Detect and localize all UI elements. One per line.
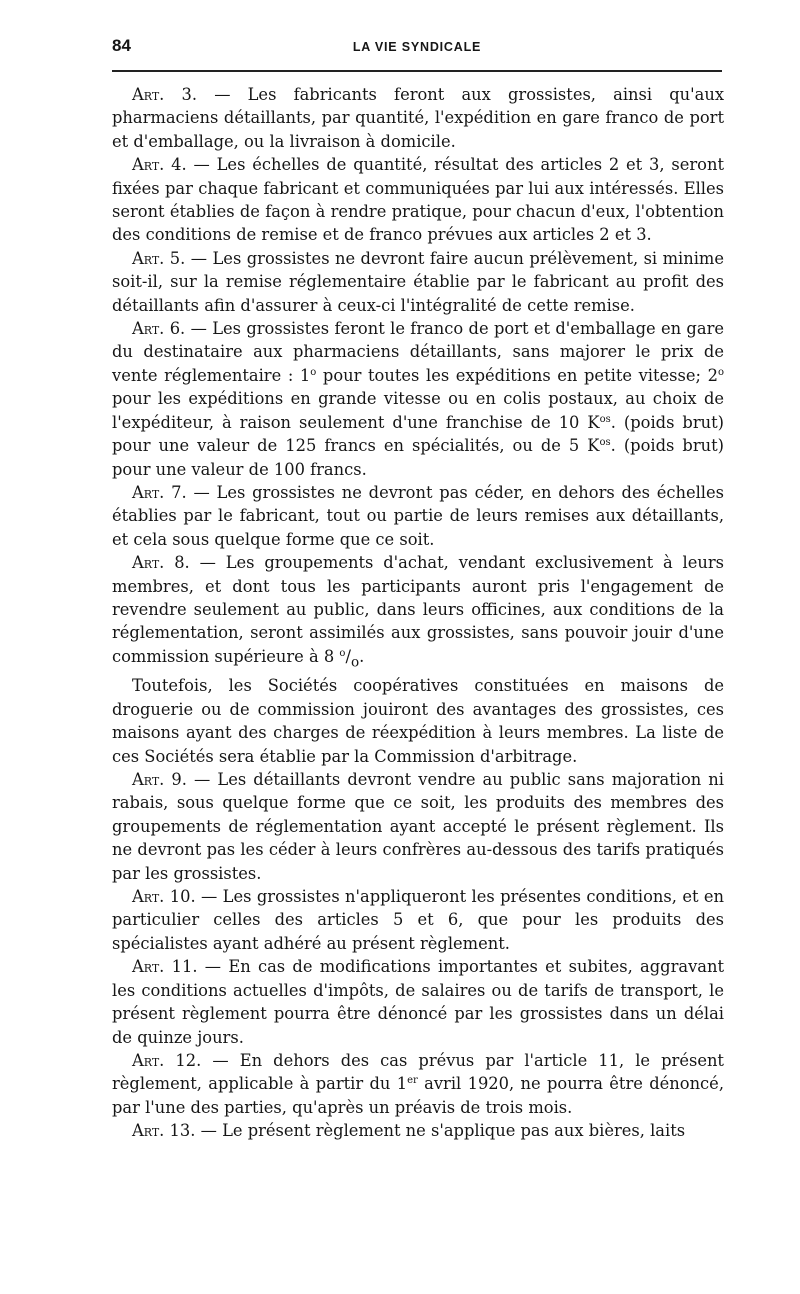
article-text: — Les groupements d'achat, vendant exclusivement à leurs membres, et dont tous les participants auront pris l'engagement de revendre seulement au public, dans leurs officines, aux conditions de la réglementation, seront assimilés aux grossistes, sans pouvoir jouir d'une commission supérieure à 8 xyxy=(112,553,725,666)
article-3 xyxy=(112,83,724,153)
article-label: Art. 11. xyxy=(132,957,198,977)
article-label: Art. 12. xyxy=(132,1050,202,1070)
article-label: Art. 13. xyxy=(132,1121,196,1141)
article-text: avril 1920, ne pourra être dénoncé, par l'une des parties, qu'après un préavis de trois mois. xyxy=(112,1074,724,1117)
article-text: — Les grossistes n'appliqueront les présentes conditions, et en particulier celles des articles 5 et 6, que pour les produits des spécialistes ayant adhéré au présent règlement. xyxy=(112,887,724,953)
article-9 xyxy=(112,768,724,885)
article-label: Art. 10. xyxy=(132,887,196,907)
article-8-continuation xyxy=(112,674,724,768)
article-7 xyxy=(112,481,724,551)
article-text: — Les grossistes feront le franco de port et d'emballage en gare du destinataire aux pharmaciens détaillants, sans majorer le prix de vente réglementaire : 1 xyxy=(112,319,724,385)
article-5 xyxy=(112,247,724,317)
article-text: — Les détaillants devront vendre au public sans majoration ni rabais, sous quelque forme que ce soit, les produits des membres des groupements de réglementation ayant accepté le présent règlement. Ils ne devront pas les céder à leurs confrères au-dessous des tarifs pratiqués par les grossistes. xyxy=(112,770,724,883)
article-label: Art. 3. xyxy=(132,85,198,104)
header-rule xyxy=(112,70,722,72)
superscript: os xyxy=(599,413,611,425)
article-text: — Le présent règlement ne s'applique pas aux bières, laits xyxy=(195,1121,686,1141)
page-number: 84 xyxy=(112,36,131,55)
article-10 xyxy=(112,885,724,955)
article-text: pour les expéditions en grande vitesse ou en colis postaux, au choix de l'expéditeur, à raison seulement d'une franchise de 10 K xyxy=(112,389,724,432)
article-text: — En dehors des cas prévus par l'article 11, le présent règlement, applicable à partir du 1 xyxy=(112,1050,724,1094)
running-title: LA VIE SYNDICALE xyxy=(352,40,482,54)
article-label: Art. 8. xyxy=(132,553,190,573)
article-label: Art. 9. xyxy=(132,770,187,790)
article-8 xyxy=(112,551,724,674)
article-12 xyxy=(112,1049,724,1119)
article-text: — Les grossistes ne devront faire aucun prélèvement, si minime soit-il, sur la remise réglementaire établie par le fabricant au profit des détaillants afin d'assurer à ceux-ci l'intégralité de cette remise. xyxy=(112,248,724,315)
article-text: — Les échelles de quantité, résultat des articles 2 et 3, seront fixées par chaque fabricant et communiquées par lui aux intéressés. Elles seront établies de façon à rendre pratique, pour chacun d'eux, l'obtention des conditions de remise et de franco prévues aux articles 2 et 3. xyxy=(112,155,724,245)
superscript: o xyxy=(339,647,346,659)
body-text xyxy=(112,83,724,1143)
superscript: er xyxy=(407,1075,418,1087)
article-6 xyxy=(112,317,724,481)
article-label: Art. 5. xyxy=(132,248,186,268)
article-text: — Les fabricants feront aux grossistes, ainsi qu'aux pharmaciens détaillants, par quantité, l'expédition en gare franco de port et d'emballage, ou la livraison à domicile. xyxy=(112,85,724,151)
article-label: Art. 4. xyxy=(132,155,187,175)
page-header xyxy=(112,34,722,64)
article-text: pour toutes les expéditions en petite vitesse; 2 xyxy=(316,365,718,385)
article-label: Art. 6. xyxy=(132,319,186,339)
article-text: — En cas de modifications importantes et subites, aggravant les conditions actuelles d'impôts, de salaires ou de tarifs de transport, le présent règlement pourra être dénoncé par les grossistes dans un délai de quinze jours. xyxy=(112,957,725,1047)
article-text: / xyxy=(345,646,351,666)
article-label: Art. 7. xyxy=(132,482,187,502)
superscript: o xyxy=(717,366,725,378)
article-text: . (poids brut) pour une valeur de 125 francs en spécialités, ou de 5 K xyxy=(112,412,724,456)
article-4 xyxy=(112,153,724,247)
article-13 xyxy=(112,1119,724,1142)
paragraph-text: Toutefois, les Sociétés coopératives constituées en maisons de droguerie ou de commission jouiront des avantages des grossistes, ces maisons ayant des charges de réexpédition à leurs membres. La liste de ces Sociétés sera établie par la Commission d'arbitrage. xyxy=(112,676,724,766)
subscript: o xyxy=(350,654,360,670)
superscript: os xyxy=(599,437,611,449)
article-text: . xyxy=(359,646,365,666)
article-text: — Les grossistes ne devront pas céder, en dehors des échelles établies par le fabricant, tout ou partie de leurs remises aux détaillants, et cela sous quelque forme que ce soit. xyxy=(112,482,724,549)
superscript: o xyxy=(310,366,317,378)
article-text: . (poids brut) pour une valeur de 100 francs. xyxy=(112,436,724,479)
article-11 xyxy=(112,955,724,1049)
